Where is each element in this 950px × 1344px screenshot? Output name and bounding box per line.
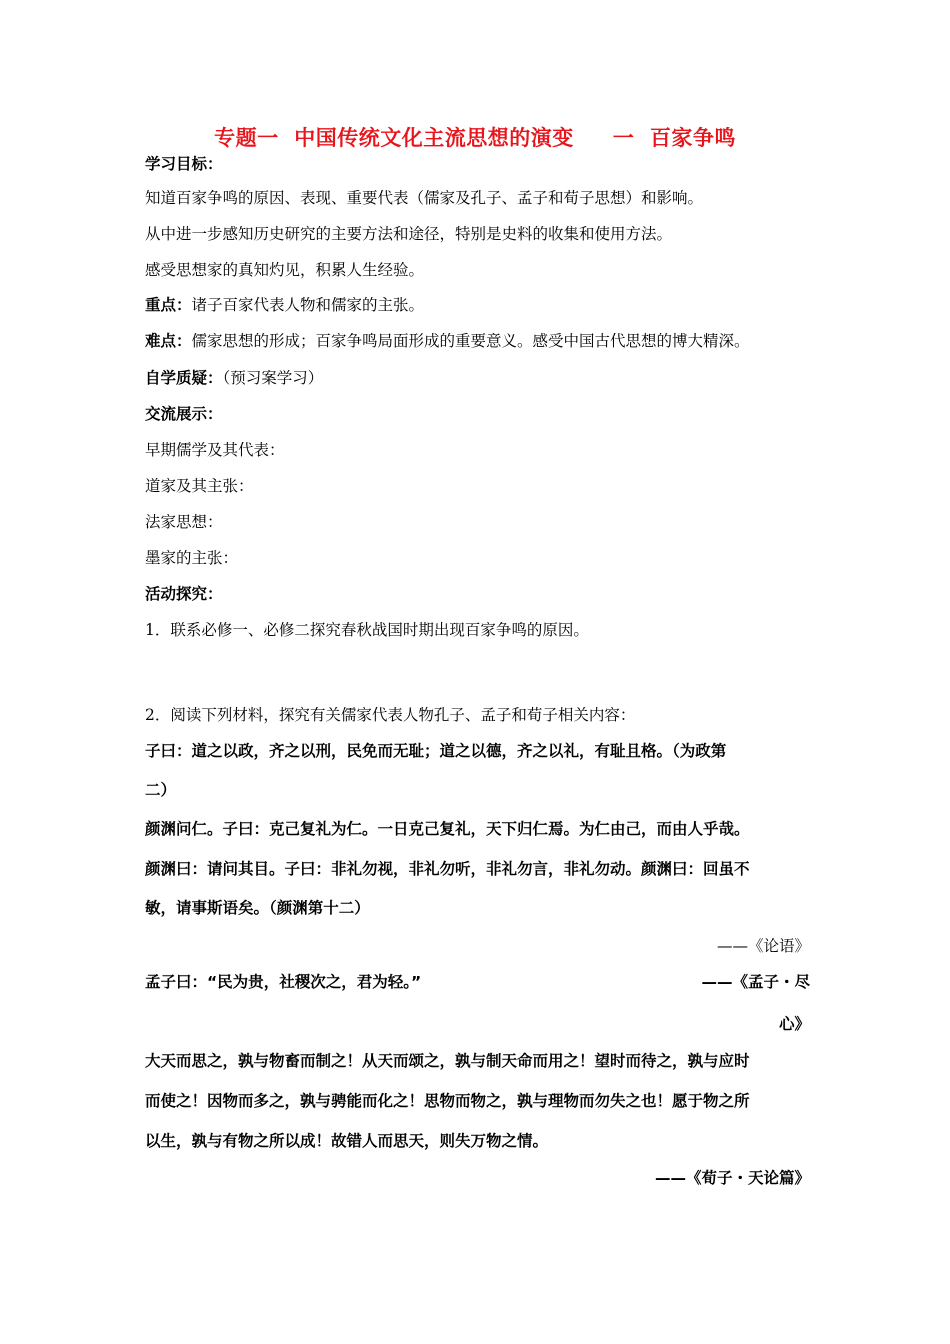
- goal-item-3: 感受思想家的真知灼见，积累人生经验。: [145, 261, 425, 279]
- self-study-label: 自学质疑：: [145, 369, 223, 387]
- source-xunzi: ——《荀子・天论篇》: [654, 1169, 810, 1187]
- quote-mencius: 孟子曰：“民为贵，社稷次之，君为轻。”: [145, 973, 422, 991]
- goal-item-1: 知道百家争鸣的原因、表现、重要代表（儒家及孔子、孟子和荀子思想）和影响。: [145, 189, 704, 207]
- document-title: 专题一 中国传统文化主流思想的演变 一 百家争鸣: [214, 126, 736, 150]
- self-study-text: （预习案学习）: [222, 369, 324, 387]
- difficulty-text: 儒家思想的形成；百家争鸣局面形成的重要意义。感受中国古代思想的博大精深。: [191, 332, 750, 350]
- exchange-item-legalism: 法家思想：: [145, 513, 223, 531]
- difficulty-label: 难点：: [145, 332, 192, 350]
- exchange-label: 交流展示：: [145, 405, 223, 423]
- quote-xunzi-line-3: 以生，孰与有物之所以成！故错人而思天，则失万物之情。: [145, 1132, 549, 1150]
- quote-confucius-line-1: 子曰：道之以政，齐之以刑，民免而无耻；道之以德，齐之以礼，有耻且格。（为政第: [145, 742, 727, 760]
- source-mencius-line-2: 心》: [778, 1015, 810, 1033]
- source-mencius-line-1: ——《孟子・尽: [701, 973, 810, 991]
- source-lunyu: ——《论语》: [716, 937, 810, 955]
- difficulty-row: [145, 329, 810, 353]
- quote-xunzi-line-2: 而使之！因物而多之，孰与骋能而化之！思物而物之，孰与理物而勿失之也！愿于物之所: [145, 1092, 750, 1110]
- quote-yanyuan-line-3: 敏，请事斯语矣。（颜渊第十二）: [145, 899, 370, 917]
- exchange-item-confucianism: 早期儒学及其代表：: [145, 441, 285, 459]
- quote-yanyuan-line-1: 颜渊问仁。子曰：克己复礼为仁。一日克己复礼，天下归仁焉。为仁由己，而由人乎哉。: [145, 820, 750, 838]
- quote-xunzi-line-1: 大天而思之，孰与物畜而制之！从天而颂之，孰与制天命而用之！望时而待之，孰与应时: [145, 1052, 750, 1070]
- exchange-item-taoism: 道家及其主张：: [145, 477, 254, 495]
- quote-yanyuan-line-2: 颜渊曰：请问其目。子曰：非礼勿视，非礼勿听，非礼勿言，非礼勿动。颜渊曰：回虽不: [145, 860, 750, 878]
- activity-label: 活动探究：: [145, 585, 223, 603]
- activity-item-1: 1．联系必修一、必修二探究春秋战国时期出现百家争鸣的原因。: [145, 621, 589, 639]
- quote-confucius-line-2: 二）: [145, 781, 177, 799]
- self-study-row: [145, 366, 810, 390]
- key-point-text: 诸子百家代表人物和儒家的主张。: [191, 296, 425, 314]
- goal-item-2: 从中进一步感知历史研究的主要方法和途径，特别是史料的收集和使用方法。: [145, 225, 673, 243]
- key-point-label: 重点：: [145, 296, 192, 314]
- key-point-row: [145, 293, 810, 317]
- activity-item-2: 2．阅读下列材料，探究有关儒家代表人物孔子、孟子和荀子相关内容：: [145, 706, 636, 724]
- learning-goals-label: 学习目标：: [145, 155, 223, 173]
- exchange-item-mohism: 墨家的主张：: [145, 549, 239, 567]
